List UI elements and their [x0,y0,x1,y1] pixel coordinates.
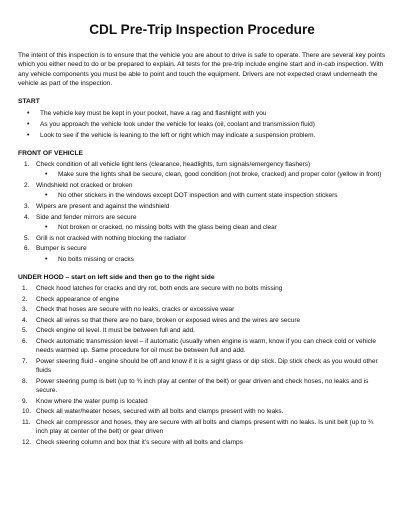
step-text: Power steering pump is belt (up to ¾ inch play at center of the belt) or gear driven and check hoses, no leaks and is secure. [36,377,369,395]
sub-item: • Not broken or cracked, no missing bolts with the glass being clean and clear [18,223,386,232]
step-number: 5. [24,234,30,242]
step-number: 3. [24,203,30,211]
section-heading-front: FRONT OF VEHICLE [18,150,84,158]
step-text: Check all water/heater hoses, secured with all bolts and clamps present with no leaks. [36,408,284,416]
step-number: 12. [22,438,32,446]
step-number: 4. [22,316,28,324]
step-text: Windshield not cracked or broken [36,182,133,190]
front-step [18,202,386,211]
step-text: Wipers are present and against the windshield [36,203,170,211]
start-item: • The vehicle key must be kept in your pocket, have a rag and flashlight with you [18,109,386,118]
sub-item: • No bolts missing or cracks [18,255,386,264]
start-list [18,109,386,140]
front-list [18,160,386,264]
underhood-section [18,273,386,447]
front-step [18,244,386,264]
step-number: 2. [24,182,30,190]
step-number: 1. [22,285,28,292]
sub-item: • No other stickers in the windows except DOT inspection and with current state inspection stickers [18,191,386,200]
step-text: Check all wires so that there are no bare, broken or exposed wires and the wires are secure [36,316,301,324]
step-number: 3. [22,306,28,314]
step-text: Check steering column and box that it’s secure with all bolts and clamps [36,438,243,446]
step-text: Check appearance of engine [36,295,120,303]
underhood-step [18,326,386,335]
step-number: 10. [22,408,32,416]
step-number: 9. [22,397,28,405]
step-text: Power steering fluid - engine should be off and know if it is a sight glass or dip stick. Dip stick check as you would other fluids [36,357,378,375]
underhood-step [18,305,386,314]
underhood-step [18,295,386,304]
step-number: 2. [22,295,28,303]
step-text: Grill is not cracked with nothing blocking the radiator [36,234,187,242]
section-heading-start: START [18,98,40,106]
front-step [18,234,386,243]
intro-paragraph: The intent of this inspection is to ensure that the vehicle you are about to drive is safe to operate. There are several key points which you either need to do or be prepared to explain. All tests for the pre-trip include engine start and in-cab inspection. With any vehicle components you must be able to point and touch the equipment. Drivers are not expected crawl underneath the vehicle as part of the inspection. [18,52,386,87]
document-title: CDL Pre-Trip Inspection Procedure [89,22,315,37]
step-text: Check automatic transmission level – if automatic (usually when engine is warm, know if you can check cold or vehicle needs warmed up. Same procedure for oil must be between full and add. [36,337,376,355]
step-number: 4. [24,213,30,221]
underhood-step [18,418,386,437]
underhood-step [18,407,386,416]
underhood-step [18,377,386,396]
step-text: Check engine oil level. It must be between full and add. [36,327,195,335]
step-text: Bumper is secure [36,245,87,253]
underhood-step [18,316,386,325]
step-text: Side and fender mirrors are secure [36,213,137,221]
step-number: 5. [22,327,28,335]
step-number: 11. [22,418,31,426]
underhood-step [18,438,386,447]
step-text: Check condition of all vehicle light lens (clearance, headlights, turn signals/emergency flashers) [36,161,311,169]
front-step [18,160,386,180]
front-section [18,149,386,264]
step-number: 6. [22,337,28,345]
step-text: Check hood latches for cracks and dry rot, both ends are secure with no bolts missing [36,285,283,292]
front-step [18,181,386,201]
section-heading-underhood: UNDER HOOD – start on left side and then go to the right side [18,274,215,281]
step-text: Check air compressor and hoses, they are secure with all bolts and clamps present with no leaks. Is unit belt (up to ¾ inch play at center of the belt) or gear driven [36,418,374,436]
underhood-list [18,284,386,447]
start-item: • As you approach the vehicle look under the vehicle for leaks (oil, coolant and transmission fluid) [18,120,386,129]
front-step [18,213,386,233]
underhood-step [18,284,386,293]
step-number: 8. [22,377,28,385]
start-section [18,97,386,140]
underhood-step [18,397,386,406]
step-number: 6. [24,245,30,253]
step-number: 7. [22,357,28,365]
step-text: Check that hoses are secure with no leaks, cracks or excessive wear [36,306,235,314]
step-text: Know where the water pump is located [36,397,148,405]
sub-item: • Make sure the lights shall be secure, clean, good condition (not broke, cracked) and proper color (yellow in front) [18,170,386,179]
underhood-step [18,337,386,356]
step-number: 1. [24,161,30,169]
underhood-step [18,357,386,376]
start-item: • Look to see if the vehicle is leaning to the left or right which may indicate a suspension problem. [18,131,386,140]
